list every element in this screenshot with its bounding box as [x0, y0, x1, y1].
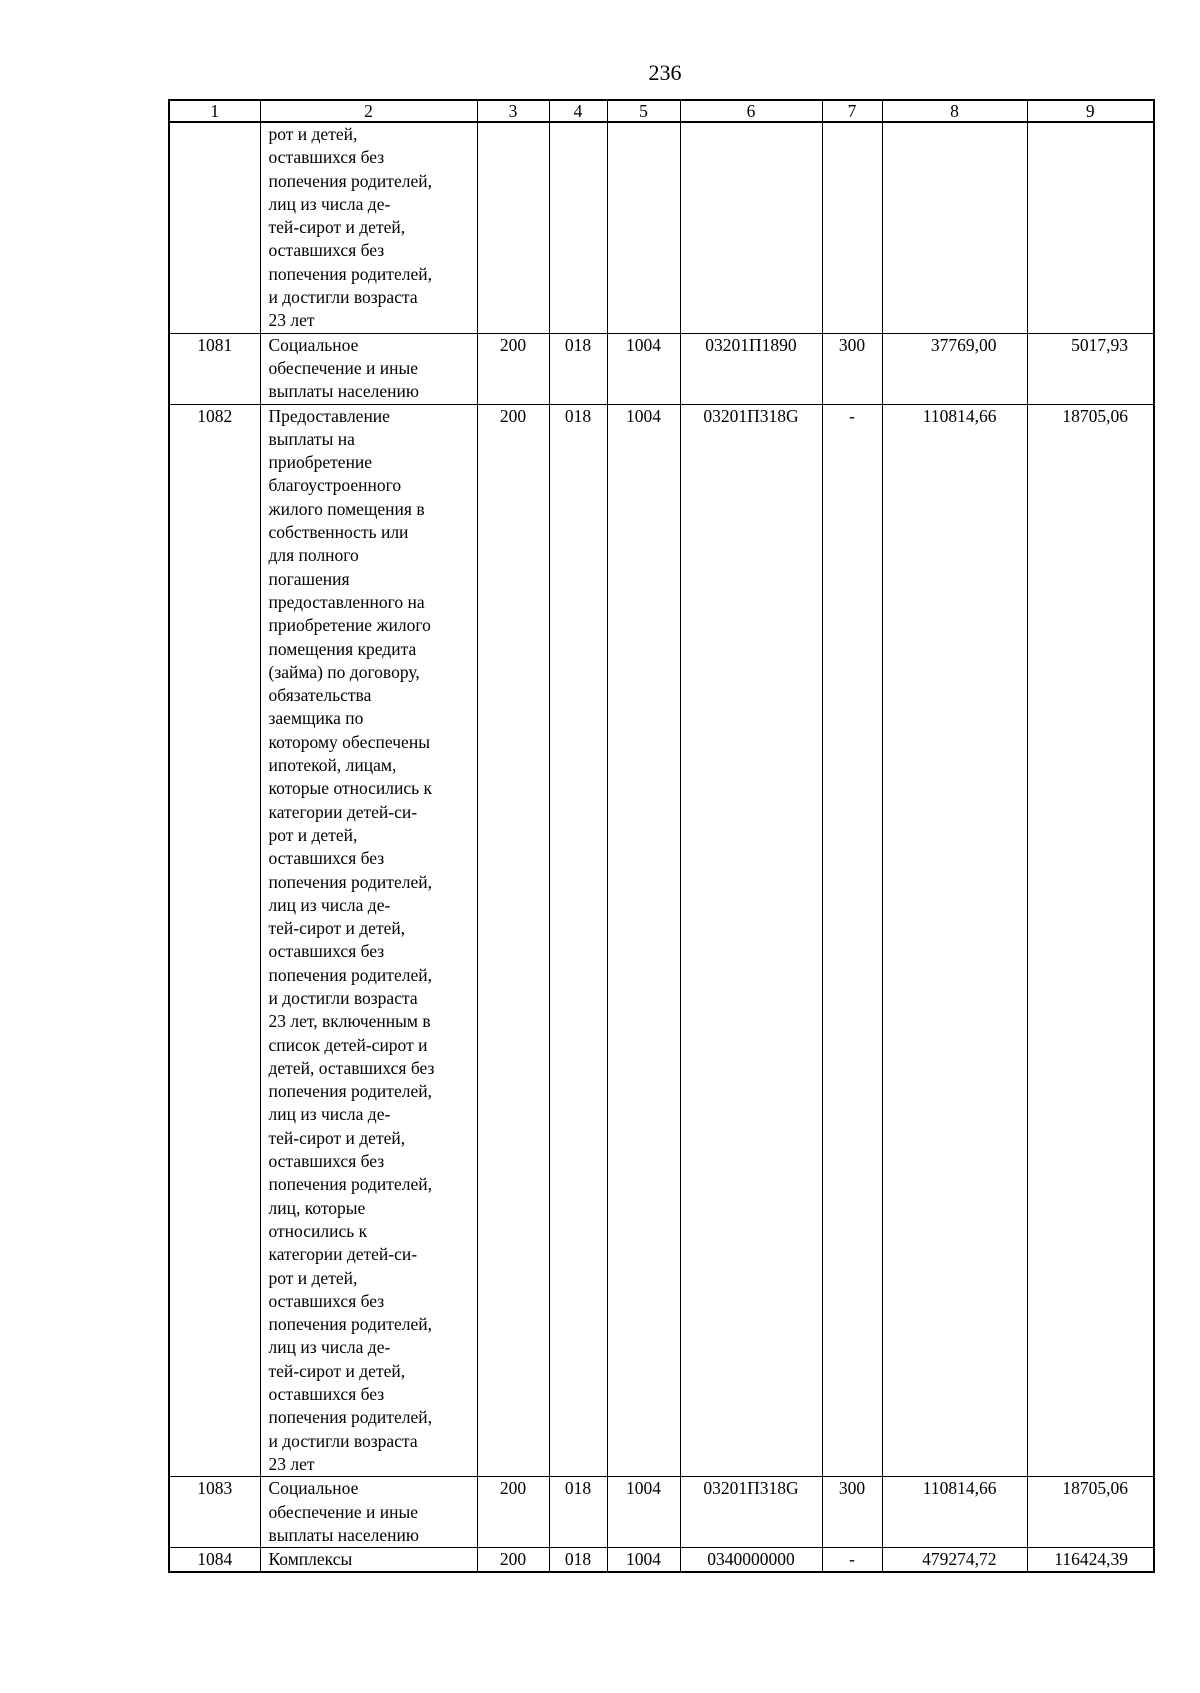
description-line: попечения родителей, [268, 1407, 432, 1428]
header-cell: 4 [549, 100, 607, 122]
description-line: лиц, которые [268, 1197, 366, 1218]
table-row [169, 1548, 1154, 1573]
budget-table [168, 99, 1155, 1573]
description-line: для полного [268, 545, 359, 566]
description-line: благоустроенного [268, 475, 402, 496]
description-line: жилого помещения в [268, 498, 425, 519]
description-line: 23 лет [268, 1453, 315, 1474]
code-target-cell: 03201П318G [680, 404, 822, 1477]
header-cell: 1 [169, 100, 260, 122]
description-line: список детей-сирот и [268, 1034, 428, 1055]
description-line: Предоставление [268, 405, 390, 426]
code-target-cell: 03201П318G [680, 1477, 822, 1548]
code-expense-type-cell: - [822, 1548, 882, 1573]
row-number-cell: 1081 [169, 333, 260, 404]
description-line: приобретение [268, 452, 373, 473]
description-line: лиц из числа де- [268, 193, 391, 214]
description-cell [260, 122, 477, 333]
row-number-cell: 1082 [169, 404, 260, 1477]
description-line: которые относились к [268, 778, 433, 799]
description-line: 23 лет [268, 310, 315, 331]
amount-cell [1027, 122, 1154, 333]
header-cell: 3 [477, 100, 549, 122]
code-section-cell: 1004 [607, 404, 680, 1477]
header-cell: 9 [1027, 100, 1154, 122]
description-line: предоставленного на [268, 591, 425, 612]
description-line: обязательства [268, 685, 372, 706]
code-expense-type-cell [822, 122, 882, 333]
code-ministry-cell: 018 [549, 404, 607, 1477]
description-line: и достигли возраста [268, 987, 418, 1008]
description-line: (займа) по договору, [268, 661, 420, 682]
description-line: ипотекой, лицам, [268, 755, 397, 776]
amount-cell: 479274,72 [882, 1548, 1027, 1573]
description-cell [260, 1477, 477, 1548]
description-line: 23 лет, включенным в [268, 1011, 431, 1032]
description-line: оставшихся без [268, 941, 385, 962]
description-line: попечения родителей, [268, 263, 432, 284]
row-number-cell: 1084 [169, 1548, 260, 1573]
code-ministry-cell: 018 [549, 1548, 607, 1573]
description-line: категории детей-си- [268, 1244, 418, 1265]
description-line: приобретение жилого [268, 615, 431, 636]
code-admin-cell: 200 [477, 404, 549, 1477]
description-line: Социальное [268, 334, 359, 355]
description-line: которому обеспечены [268, 731, 430, 752]
description-line: оставшихся без [268, 848, 385, 869]
description-line: оставшихся без [268, 1151, 385, 1172]
code-section-cell: 1004 [607, 1548, 680, 1573]
code-target-cell: 0340000000 [680, 1548, 822, 1573]
description-line: попечения родителей, [268, 1174, 432, 1195]
code-admin-cell [477, 122, 549, 333]
description-line: выплаты на [268, 428, 355, 449]
header-cell: 6 [680, 100, 822, 122]
table-row [169, 404, 1154, 1477]
description-cell [260, 1548, 477, 1573]
description-cell [260, 333, 477, 404]
table-body [169, 100, 1154, 1572]
description-line: помещения кредита [268, 638, 417, 659]
description-line: оставшихся без [268, 147, 385, 168]
description-line: погашения [268, 568, 350, 589]
description-line: детей, оставшихся без [268, 1057, 435, 1078]
code-expense-type-cell: 300 [822, 1477, 882, 1548]
description-line: категории детей-си- [268, 801, 418, 822]
table-row [169, 333, 1154, 404]
description-line: Социальное [268, 1478, 359, 1499]
description-line: относились к [268, 1220, 368, 1241]
description-line: попечения родителей, [268, 1314, 432, 1335]
row-number-cell [169, 122, 260, 333]
description-line: тей-сирот и детей, [268, 1360, 406, 1381]
amount-cell: 5017,93 [1027, 333, 1154, 404]
description-line: лиц из числа де- [268, 1337, 391, 1358]
description-line: оставшихся без [268, 240, 385, 261]
amount-cell: 116424,39 [1027, 1548, 1154, 1573]
code-ministry-cell: 018 [549, 1477, 607, 1548]
description-line: обеспечение и иные [268, 357, 419, 378]
table-row [169, 1477, 1154, 1548]
code-expense-type-cell: 300 [822, 333, 882, 404]
code-admin-cell: 200 [477, 1548, 549, 1573]
amount-cell: 110814,66 [882, 1477, 1027, 1548]
code-admin-cell: 200 [477, 333, 549, 404]
amount-cell [882, 122, 1027, 333]
description-line: и достигли возраста [268, 287, 418, 308]
description-line: заемщика по [268, 708, 364, 729]
description-line: выплаты населению [268, 381, 419, 402]
description-line: рот и детей, [268, 124, 358, 144]
table-row [169, 122, 1154, 333]
code-section-cell: 1004 [607, 333, 680, 404]
description-line: и достигли возраста [268, 1430, 418, 1451]
description-line: попечения родителей, [268, 170, 432, 191]
description-line: попечения родителей, [268, 1081, 432, 1102]
description-line: Комплексы [268, 1549, 353, 1570]
description-line: выплаты населению [268, 1524, 419, 1545]
description-line: собственность или [268, 522, 409, 543]
description-line: оставшихся без [268, 1384, 385, 1405]
header-cell: 7 [822, 100, 882, 122]
description-line: рот и детей, [268, 1267, 358, 1288]
description-line: попечения родителей, [268, 871, 432, 892]
header-cell: 5 [607, 100, 680, 122]
description-line: оставшихся без [268, 1290, 385, 1311]
row-number-cell: 1083 [169, 1477, 260, 1548]
amount-cell: 37769,00 [882, 333, 1027, 404]
code-section-cell: 1004 [607, 1477, 680, 1548]
code-ministry-cell [549, 122, 607, 333]
code-section-cell [607, 122, 680, 333]
code-admin-cell: 200 [477, 1477, 549, 1548]
header-cell: 2 [260, 100, 477, 122]
code-ministry-cell: 018 [549, 333, 607, 404]
header-row [169, 100, 1154, 122]
code-target-cell [680, 122, 822, 333]
header-cell: 8 [882, 100, 1027, 122]
page-number: 236 [648, 60, 682, 85]
description-line: обеспечение и иные [268, 1501, 419, 1522]
description-line: лиц из числа де- [268, 894, 391, 915]
description-line: тей-сирот и детей, [268, 217, 406, 238]
code-expense-type-cell: - [822, 404, 882, 1477]
code-target-cell: 03201П1890 [680, 333, 822, 404]
description-line: тей-сирот и детей, [268, 1127, 406, 1148]
description-line: рот и детей, [268, 824, 358, 845]
description-cell [260, 404, 477, 1477]
description-line: тей-сирот и детей, [268, 918, 406, 939]
description-line: попечения родителей, [268, 964, 432, 985]
amount-cell: 110814,66 [882, 404, 1027, 1477]
amount-cell: 18705,06 [1027, 404, 1154, 1477]
description-line: лиц из числа де- [268, 1104, 391, 1125]
amount-cell: 18705,06 [1027, 1477, 1154, 1548]
